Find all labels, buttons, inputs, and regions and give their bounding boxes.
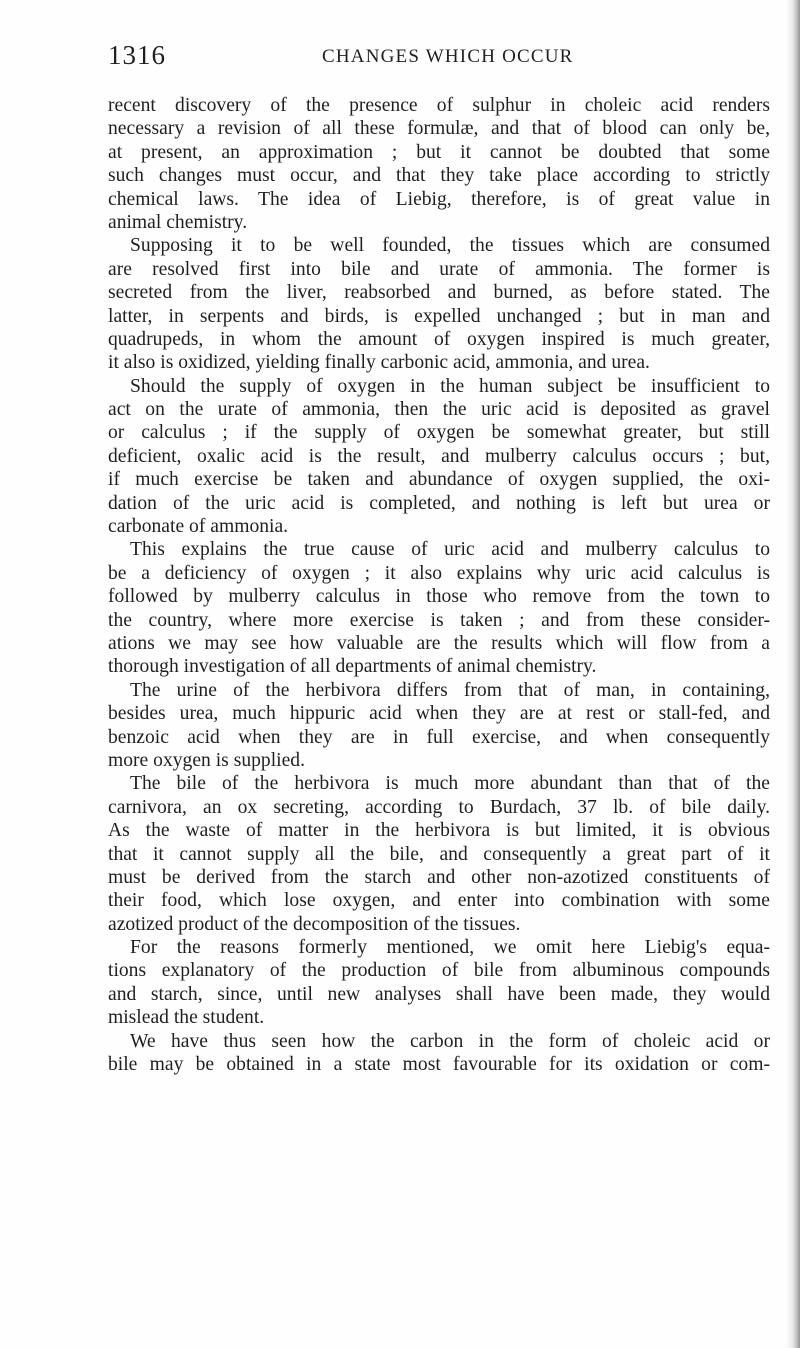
text-line: mislead the student. — [108, 1007, 265, 1029]
running-title: CHANGES WHICH OCCUR — [322, 46, 574, 67]
text-line: tions explanatory of the production of bile from albuminous compounds — [108, 960, 770, 982]
text-line: Should the supply of oxygen in the human subject be insufficient to — [130, 375, 770, 397]
text-line: followed by mulberry calculus in those who remove from the town to — [108, 586, 770, 608]
text-line: the country, where more exercise is taken ; and from these consider- — [108, 609, 770, 631]
text-line: besides urea, much hippuric acid when they are at rest or stall-fed, and — [108, 703, 770, 725]
text-line: carbonate of ammonia. — [108, 516, 289, 538]
text-line: The bile of the herbivora is much more abundant than that of the — [130, 773, 770, 795]
text-line: at present, an approximation ; but it cannot be doubted that some — [108, 141, 770, 163]
text-line: thorough investigation of all departments of animal chemistry. — [108, 656, 597, 678]
text-line: carnivora, an ox secreting, according to Burdach, 37 lb. of bile daily. — [108, 796, 770, 818]
text-line: necessary a revision of all these formulæ, and that of blood can only be, — [108, 118, 770, 140]
running-head — [108, 40, 770, 76]
text-line: such changes must occur, and that they take place according to strictly — [108, 165, 770, 187]
text-line: must be derived from the starch and other non-azotized constituents of — [108, 866, 770, 888]
text-line: chemical laws. The idea of Liebig, therefore, is of great value in — [108, 188, 770, 210]
text-line: that it cannot supply all the bile, and consequently a great part of it — [108, 843, 770, 865]
text-line: deficient, oxalic acid is the result, and mulberry calculus occurs ; but, — [108, 445, 770, 467]
text-line: are resolved first into bile and urate of ammonia. The former is — [108, 258, 770, 280]
text-line: azotized product of the decomposition of the tissues. — [108, 913, 521, 935]
text-line: animal chemistry. — [108, 211, 248, 233]
body-text — [108, 94, 770, 1076]
text-line: benzoic acid when they are in full exercise, and when consequently — [108, 726, 770, 748]
text-line: and starch, since, until new analyses shall have been made, they would — [108, 983, 770, 1005]
text-line: Supposing it to be well founded, the tissues which are consumed — [130, 235, 770, 257]
text-line: their food, which lose oxygen, and enter into combination with some — [108, 890, 770, 912]
text-line: We have thus seen how the carbon in the form of choleic acid or — [130, 1030, 770, 1052]
text-line: This explains the true cause of uric acid and mulberry calculus to — [130, 539, 770, 561]
text-line: if much exercise be taken and abundance of oxygen supplied, the oxi- — [108, 469, 770, 491]
text-line: recent discovery of the presence of sulphur in choleic acid renders — [108, 95, 770, 116]
text-line: The urine of the herbivora differs from that of man, in containing, — [130, 679, 770, 701]
text-line: ations we may see how valuable are the results which will flow from a — [108, 632, 770, 654]
text-line: dation of the uric acid is completed, and nothing is left but urea or — [108, 492, 770, 514]
text-line: be a deficiency of oxygen ; it also explains why uric acid calculus is — [108, 562, 770, 584]
text-line: latter, in serpents and birds, is expelled unchanged ; but in man and — [108, 305, 770, 327]
text-line: For the reasons formerly mentioned, we omit here Liebig's equa- — [130, 937, 770, 959]
text-line: quadrupeds, in whom the amount of oxygen inspired is much greater, — [108, 328, 770, 350]
text-line: more oxygen is supplied. — [108, 749, 305, 771]
text-line: act on the urate of ammonia, then the uric acid is deposited as gravel — [108, 399, 770, 421]
text-line: it also is oxidized, yielding finally carbonic acid, ammonia, and urea. — [108, 352, 650, 374]
page-edge-shadow — [786, 0, 800, 1348]
text-line: As the waste of matter in the herbivora is but limited, it is obvious — [108, 820, 770, 842]
text-line: bile may be obtained in a state most favourable for its oxidation or com- — [108, 1054, 770, 1076]
text-line: or calculus ; if the supply of oxygen be somewhat greater, but still — [108, 422, 770, 444]
text-line: secreted from the liver, reabsorbed and burned, as before stated. The — [108, 282, 770, 304]
page-number: 1316 — [108, 40, 166, 70]
